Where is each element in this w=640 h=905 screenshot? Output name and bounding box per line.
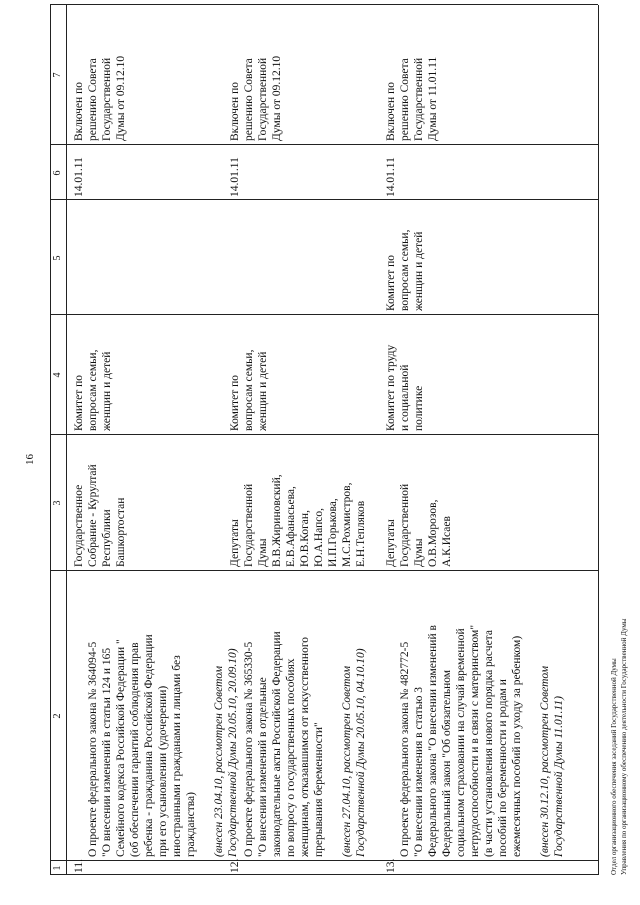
col-border-2 xyxy=(50,570,598,571)
col-header-7: 7 xyxy=(52,72,63,78)
row-13-decision: Включен по решению Совета Государственной Думы от 11.01.11 xyxy=(385,56,439,141)
col-border-4 xyxy=(50,314,598,315)
row-11-title-text: О проекте федерального закона № 364094-5 "О внесении изменений в статьи 124 и 165 Семейного кодекса Российской Федерации " (об обеспечении гарантий соблюдения прав ребенка - гражданина Российской Федерации при его усыновлении (удочерении) иностранными гражданами и лицами без гражданства) xyxy=(87,634,197,857)
row-12-initiator: Депутаты Государственной Думы В.В.Жириновский, Е.В.Афанасьева, Ю.В.Коган, Ю.А.Напсо, И.П.Горькова, М.С.Рохмистров, Е.Н.Тепляков xyxy=(229,474,367,567)
row-12-title-note: (внесен 27.04.10, рассмотрен Советом Государственной Думы 20.05.10, 04.10.10) xyxy=(341,648,367,857)
row-12-title-text: О проекте федерального закона № 365330-5 "О внесении изменений в отдельные законодательные акты Российской Федерации по вопросу о государственных пособиях женщинам, отказавшимся от искусственного прерывания беременности" xyxy=(243,631,325,857)
page-number: 16 xyxy=(24,454,36,465)
row-13-number: 13. xyxy=(385,858,397,873)
row-13-committee: Комитет по труду и социальной политике xyxy=(385,344,425,431)
col-border-5 xyxy=(50,199,598,200)
row-13-initiator: Депутаты Государственной Думы О.В.Морозов, А.К.Исаев xyxy=(385,483,453,567)
row-13-title-note: (внесен 30.12.10, рассмотрен Советом Государственной Думы 11.01.11) xyxy=(539,665,565,857)
row-11-title xyxy=(72,573,254,857)
col-border-3 xyxy=(50,434,598,435)
row-11-title-note: (внесен 23.04.10, рассмотрен Советом Государственной Думы 20.05.10, 20.09.10) xyxy=(213,648,239,857)
row-12-date: 14.01.11 xyxy=(229,157,241,197)
col-header-3: 3 xyxy=(52,500,63,506)
col-header-1: 1 xyxy=(52,865,63,871)
row-12-committee: Комитет по вопросам семьи, женщин и детей xyxy=(229,349,269,431)
row-13-title-text: О проекте федерального закона № 482772-5 "О внесении изменения в статью 3 Федерального закона "О внесении изменений в Федеральный закон "Об обязательном социальном страховании на случай временной нетрудоспособности и в связи с материнством" (в части установления нового порядка расчета пособий по беременности и родам и ежемесячных пособий по уходу за ребенком) xyxy=(399,624,523,857)
row-12-title xyxy=(228,573,382,857)
row-13-co-committee: Комитет по вопросам семьи, женщин и детей xyxy=(385,229,425,311)
table-bottom-border xyxy=(598,5,599,875)
col-header-4: 4 xyxy=(52,372,63,378)
row-11-number: 11. xyxy=(73,859,85,873)
table-top-border xyxy=(50,5,51,875)
col-border-6 xyxy=(50,144,598,145)
row-11-committee: Комитет по вопросам семьи, женщин и детей xyxy=(73,349,113,431)
col-border-7 xyxy=(50,4,598,5)
footer-line-1: Отдел организационного обеспечения заседаний Государственной Думы xyxy=(610,658,618,875)
row-13-date: 14.01.11 xyxy=(385,157,397,197)
row-12-decision: Включен по решению Совета Государственной Думы от 09.12.10 xyxy=(229,55,283,141)
row-11-date: 14.01.11 xyxy=(73,157,85,197)
row-13-title xyxy=(384,573,580,857)
col-header-2: 2 xyxy=(52,713,63,719)
footer-line-2: Управления по организационному обеспечению деятельности Государственной Думы xyxy=(620,618,628,875)
col-border-1 xyxy=(50,860,598,861)
col-header-6: 6 xyxy=(52,170,63,176)
row-11-decision: Включен по решению Совета Государственной Думы от 09.12.10 xyxy=(73,55,127,141)
col-header-5: 5 xyxy=(52,255,63,261)
row-12-number: 12. xyxy=(229,858,241,873)
col-border-0 xyxy=(50,874,598,875)
row-11-initiator: Государственное Собрание - Курултай Республики Башкортостан xyxy=(73,464,127,567)
header-bottom-border xyxy=(66,5,67,875)
